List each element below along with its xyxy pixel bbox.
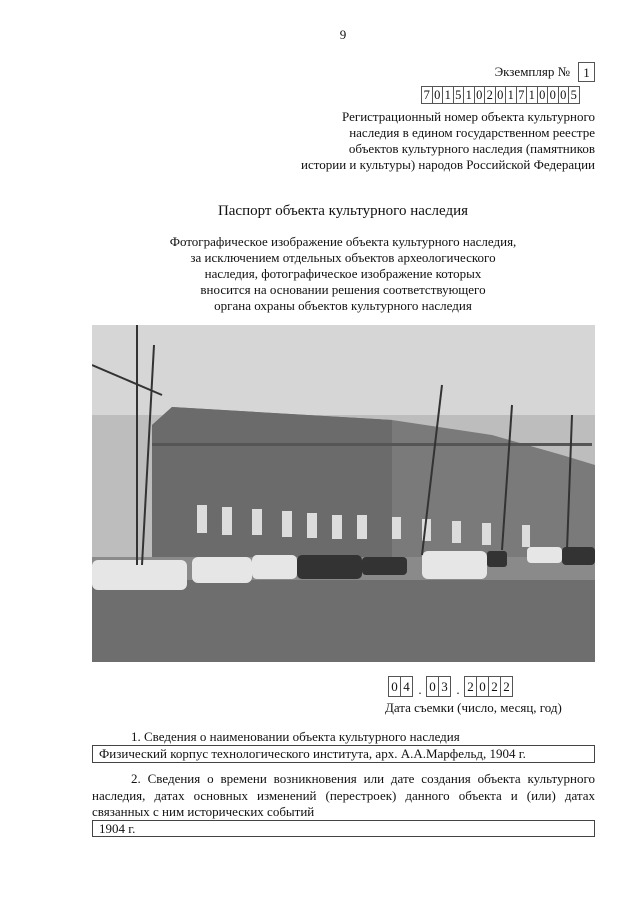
- date-digit: 0: [388, 676, 401, 697]
- reg-digit: 0: [547, 86, 559, 104]
- reg-digit: 0: [558, 86, 570, 104]
- reg-digit: 7: [516, 86, 528, 104]
- document-title: Паспорт объекта культурного наследия: [217, 203, 469, 219]
- date-digit: 2: [500, 676, 513, 697]
- date-digit: 0: [476, 676, 489, 697]
- reg-digit: 1: [463, 86, 475, 104]
- photo-caption: [0, 234, 640, 314]
- caption-line: наследия, фотографическое изображение которых: [204, 266, 482, 281]
- photo-date-caption: Дата съемки (число, месяц, год): [385, 700, 562, 715]
- caption-line: истории и культуры) народов Российской Федерации: [301, 157, 595, 172]
- reg-digit: 0: [474, 86, 486, 104]
- reg-digit: 2: [484, 86, 496, 104]
- caption-line: за исключением отдельных объектов археологического: [190, 250, 496, 265]
- date-separator: .: [418, 682, 422, 697]
- copy-label: Экземпляр №: [494, 64, 570, 79]
- date-digit: 2: [488, 676, 501, 697]
- registration-number: [422, 86, 580, 104]
- reg-digit: 1: [526, 86, 538, 104]
- building-photo: [92, 325, 595, 662]
- reg-digit: 7: [421, 86, 433, 104]
- copy-number-box: 1: [578, 62, 595, 82]
- section2-value-field: 1904 г.: [92, 820, 595, 837]
- registration-caption: [195, 109, 595, 173]
- section1-heading: 1. Сведения о наименовании объекта культурного наследия: [131, 729, 460, 744]
- date-digit: 0: [426, 676, 439, 697]
- reg-digit: 5: [568, 86, 580, 104]
- section1-value-field: Физический корпус технологического института, арх. А.А.Марфельд, 1904 г.: [92, 745, 595, 763]
- date-digit: 3: [438, 676, 451, 697]
- caption-line: вносится на основании решения соответствующего: [200, 282, 486, 297]
- caption-line: объектов культурного наследия (памятников: [348, 141, 595, 156]
- photo-date: [389, 676, 513, 697]
- date-digit: 4: [400, 676, 413, 697]
- reg-digit: 0: [495, 86, 507, 104]
- page-number: 9: [339, 27, 347, 42]
- reg-digit: 1: [505, 86, 517, 104]
- reg-digit: 0: [432, 86, 444, 104]
- caption-line: Фотографическое изображение объекта культурного наследия,: [169, 234, 517, 249]
- reg-digit: 1: [442, 86, 454, 104]
- date-digit: 2: [464, 676, 477, 697]
- reg-digit: 0: [537, 86, 549, 104]
- section2-heading: 2. Сведения о времени возникновения или дате создания объекта культурного наследия, датах основных изменений (перестроек) данного объекта и (или) датах связанных с ним исторических событий: [92, 771, 595, 819]
- caption-line: наследия в едином государственном реестре: [349, 125, 595, 140]
- caption-line: Регистрационный номер объекта культурного: [342, 109, 595, 124]
- date-separator: .: [456, 682, 460, 697]
- caption-line: органа охраны объектов культурного наследия: [214, 298, 472, 313]
- reg-digit: 5: [453, 86, 465, 104]
